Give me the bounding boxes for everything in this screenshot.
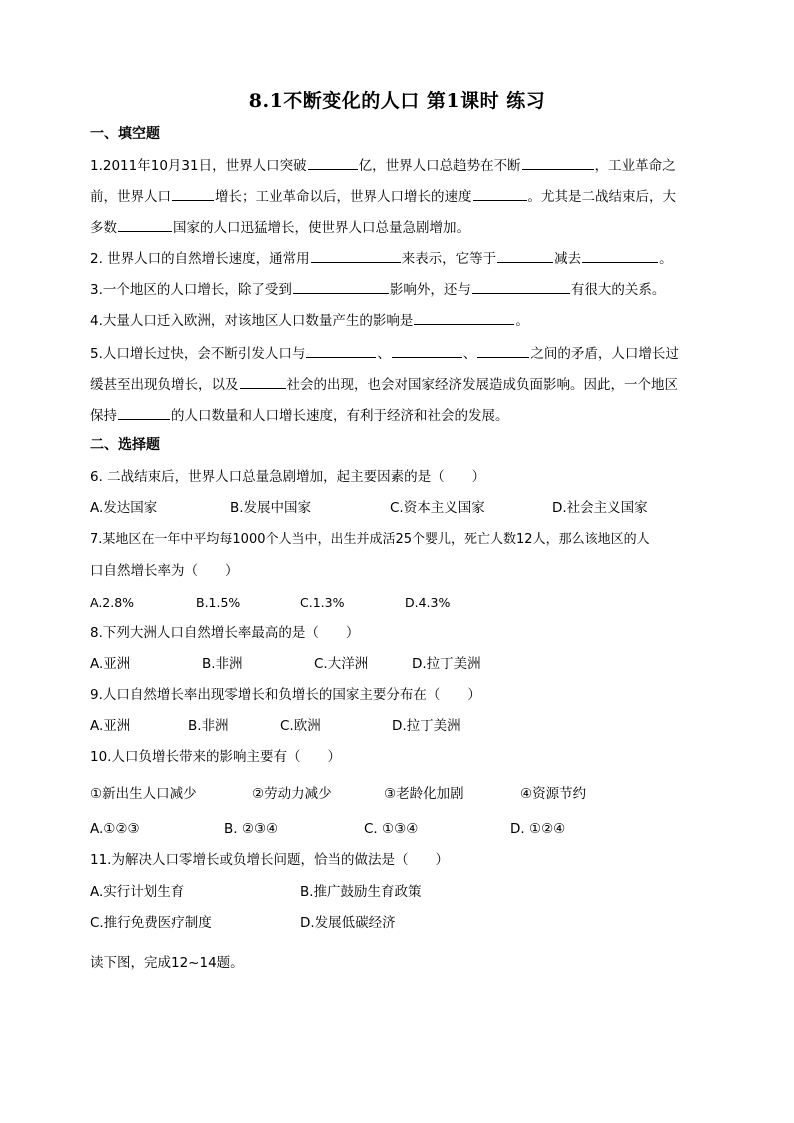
q6-option-a[interactable]: A.发达国家: [90, 500, 158, 516]
q7-option-a[interactable]: A.2.8%: [90, 595, 135, 610]
question-10-stem: 10.人口负增长带来的影响主要有（ ）: [90, 749, 341, 765]
q1-text: 多数: [90, 220, 117, 236]
section-multiple-choice-heading: 二、选择题: [90, 437, 160, 453]
q7-option-b[interactable]: B.1.5%: [196, 595, 241, 610]
q2-text: 。: [659, 251, 673, 267]
q5-text: 、: [377, 346, 391, 362]
q6-option-b[interactable]: B.发展中国家: [230, 500, 312, 516]
q5-blank-3[interactable]: [477, 343, 529, 358]
q9-option-d[interactable]: D.拉丁美洲: [392, 718, 461, 734]
q5-blank-2[interactable]: [392, 343, 462, 358]
q10-option-d[interactable]: D. ①②④: [510, 821, 566, 837]
question-3: [90, 279, 665, 300]
q5-text: 缓甚至出现负增长，以及: [90, 377, 239, 393]
q5-blank-5[interactable]: [118, 405, 170, 420]
question-5-line-3: [90, 405, 509, 426]
question-6-stem: 6. 二战结束后，世界人口总量急剧增加，起主要因素的是（ ）: [90, 469, 486, 485]
q5-blank-4[interactable]: [240, 374, 286, 389]
q5-text: 保持: [90, 408, 117, 424]
q2-blank-2[interactable]: [497, 248, 553, 263]
q9-option-c[interactable]: C.欧洲: [280, 718, 321, 734]
section-fill-blank-heading: 一、填空题: [90, 126, 160, 142]
q9-option-b[interactable]: B.非洲: [188, 718, 229, 734]
q6-option-c[interactable]: C.资本主义国家: [390, 500, 485, 516]
q1-blank-1[interactable]: [308, 155, 358, 170]
q2-text: 2. 世界人口的自然增长速度，通常用: [90, 251, 310, 267]
q10-statement-4: ④资源节约: [520, 786, 587, 802]
q11-option-a[interactable]: A.实行计划生育: [90, 884, 185, 900]
question-8-stem: 8.下列大洲人口自然增长率最高的是（ ）: [90, 625, 360, 641]
q1-blank-4[interactable]: [473, 186, 527, 201]
q1-text: 国家的人口迅猛增长，使世界人口总量急剧增加。: [173, 220, 470, 236]
q2-text: 来表示，它等于: [401, 251, 497, 267]
q4-text: 。: [515, 313, 529, 329]
question-7-stem-line-2: 口自然增长率为（ ）: [90, 563, 239, 579]
q1-blank-2[interactable]: [522, 155, 594, 170]
q5-blank-1[interactable]: [306, 343, 376, 358]
q3-blank-1[interactable]: [293, 279, 389, 294]
q3-text: 影响外，还与: [389, 282, 471, 298]
figure-instruction: 读下图，完成12~14题。: [90, 955, 244, 971]
q11-option-b[interactable]: B.推广鼓励生育政策: [300, 884, 422, 900]
q5-text: 社会的出现，也会对国家经济发展造成负面影响。因此，一个地区: [286, 377, 678, 393]
page-title: 8.1不断变化的人口 第1课时 练习: [248, 90, 546, 112]
question-7-stem-line-1: 7.某地区在一年中平均每1000个人当中，出生并成活25个婴儿，死亡人数12人，那么该地区的人: [90, 532, 650, 547]
q5-text: 之间的矛盾，人口增长过: [530, 346, 679, 362]
q8-option-a[interactable]: A.亚洲: [90, 656, 131, 672]
q1-blank-3[interactable]: [172, 186, 214, 201]
q9-option-a[interactable]: A.亚洲: [90, 718, 131, 734]
q10-option-a[interactable]: A.①②③: [90, 821, 140, 837]
q1-text: 。尤其是二战结束后，大: [527, 189, 676, 205]
q2-blank-1[interactable]: [311, 248, 401, 263]
question-2: [90, 248, 673, 269]
q1-text: 前，世界人口: [90, 189, 171, 205]
question-11-stem: 11.为解决人口零增长或负增长问题，恰当的做法是（ ）: [90, 852, 449, 868]
q10-statement-2: ②劳动力减少: [252, 786, 332, 802]
q4-text: 4.大量人口迁入欧洲，对该地区人口数量产生的影响是: [90, 313, 414, 329]
q8-option-b[interactable]: B.非洲: [202, 656, 243, 672]
q2-text: 减去: [554, 251, 582, 267]
question-4: [90, 310, 529, 331]
q1-text: 增长；工业革命以后，世界人口增长的速度: [215, 189, 472, 205]
q7-option-c[interactable]: C.1.3%: [300, 595, 345, 610]
q5-text: 的人口数量和人口增长速度，有利于经济和社会的发展。: [171, 408, 509, 424]
q10-statement-3: ③老龄化加剧: [384, 786, 464, 802]
q11-option-c[interactable]: C.推行免费医疗制度: [90, 915, 212, 931]
question-5-line-2: [90, 374, 678, 395]
q10-option-b[interactable]: B. ②③④: [224, 821, 279, 837]
q3-blank-2[interactable]: [472, 279, 570, 294]
q11-option-d[interactable]: D.发展低碳经济: [300, 915, 396, 931]
q8-option-d[interactable]: D.拉丁美洲: [412, 656, 481, 672]
question-1-line-2: [90, 186, 676, 207]
q1-text: 1.2011年10月31日，世界人口突破: [90, 158, 307, 174]
question-9-stem: 9.人口自然增长率出现零增长和负增长的国家主要分布在（ ）: [90, 687, 481, 703]
q5-text: 、: [462, 346, 477, 362]
q8-option-c[interactable]: C.大洋洲: [314, 656, 369, 672]
question-1-line-3: [90, 217, 470, 238]
q3-text: 3.一个地区的人口增长，除了受到: [90, 282, 292, 298]
q1-text: 亿，世界人口总趋势在不断: [358, 158, 521, 174]
q5-text: 5.人口增长过快，会不断引发人口与: [90, 346, 306, 362]
q1-blank-5[interactable]: [118, 217, 172, 232]
q10-option-c[interactable]: C. ①③④: [364, 821, 419, 837]
question-1-line-1: [90, 155, 676, 176]
q10-statement-1: ①新出生人口减少: [90, 786, 197, 802]
q1-text: ，工业革命之: [594, 158, 676, 174]
q4-blank-1[interactable]: [414, 310, 514, 325]
q7-option-d[interactable]: D.4.3%: [405, 595, 451, 610]
question-5-line-1: [90, 343, 679, 364]
q2-blank-3[interactable]: [582, 248, 658, 263]
q3-text: 有很大的关系。: [570, 282, 666, 298]
q6-option-d[interactable]: D.社会主义国家: [552, 500, 648, 516]
